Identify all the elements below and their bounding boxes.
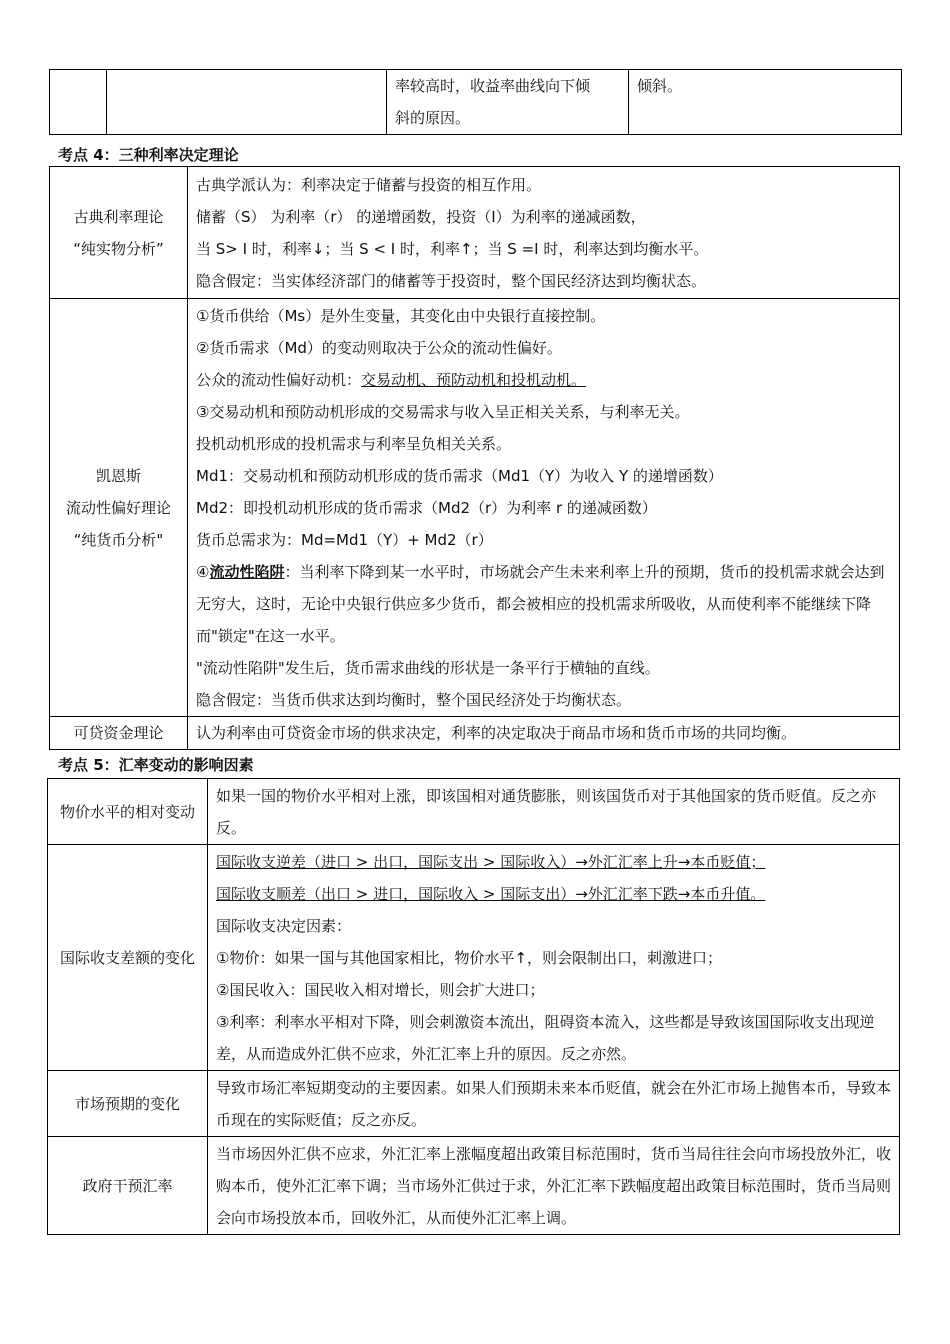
table-row	[50, 717, 900, 750]
row-label-price-level: 物价水平的相对变动	[48, 779, 208, 845]
table-row	[48, 779, 900, 845]
table-row	[48, 1071, 900, 1137]
row-label-loanable-funds: 可贷资金理论	[50, 717, 188, 750]
row-label-keynes: 凯恩斯 流动性偏好理论 “纯货币分析"	[50, 299, 188, 717]
row-label-classical: 古典利率理论 “纯实物分析”	[50, 167, 188, 299]
top-cell-4: 倾斜。	[629, 70, 902, 135]
row-content-government-intervention: 当市场因外汇供不应求，外汇汇率上涨幅度超出政策目标范围时，货币当局往往会向市场投放外汇，收购本币，使外汇汇率下调；当市场外汇供过于求，外汇汇率下跌幅度超出政策目标范围时，货币当局则会向市场投放本币，回收外汇，从而使外汇汇率上调。	[208, 1137, 900, 1235]
row-content-keynes: ①货币供给（Ms）是外生变量，其变化由中央银行直接控制。 ②货币需求（Md）的变动则取决于公众的流动性偏好。 公众的流动性偏好动机：交易动机、预防动机和投机动机。 ③交易动机和预防动机形成的交易需求与收入呈正相关关系，与利率无关。 投机动机形成的投机需求与利率呈负相关关系。 Md1：交易动机和预防动机形成的货币需求（Md1（Y）为收入 Y 的递增函数） Md2：即投机动机形成的货币需求（Md2（r）为利率 r 的递减函数） 货币总需求为：Md=Md1（Y）+ Md2（r） ④流动性陷阱：当利率下降到某一水平时，市场就会产生未来利率上升的预期，货币的投机需求就会达到无穷大，这时，无论中央银行供应多少货币，都会被相应的投机需求所吸收，从而使利率不能继续下降而"锁定"在这一水平。 "流动性陷阱"发生后，货币需求曲线的形状是一条平行于横轴的直线。 隐含假定：当货币供求达到均衡时，整个国民经济处于均衡状态。	[188, 299, 900, 717]
table-row	[48, 845, 900, 1071]
table-row	[50, 299, 900, 717]
interest-theory-table	[49, 166, 900, 750]
row-content-market-expectation: 导致市场汇率短期变动的主要因素。如果人们预期未来本币贬值，就会在外汇市场上抛售本币，导致本币现在的实际贬值；反之亦反。	[208, 1071, 900, 1137]
top-cell-2	[107, 70, 387, 135]
table-row	[48, 1137, 900, 1235]
liquidity-trap-paragraph: ④流动性陷阱：当利率下降到某一水平时，市场就会产生未来利率上升的预期，货币的投机需求就会达到无穷大，这时，无论中央银行供应多少货币，都会被相应的投机需求所吸收，从而使利率不能继续下降而"锁定"在这一水平。	[196, 562, 885, 645]
top-cell-3	[387, 70, 629, 135]
top-cell-3-line: 率较高时，收益率曲线向下倾	[395, 77, 591, 95]
section-4-heading: 考点 4：三种利率决定理论	[58, 146, 239, 164]
top-cell-1	[50, 70, 107, 135]
row-content-price-level: 如果一国的物价水平相对上涨，即该国相对通货膨胀，则该国货币对于其他国家的货币贬值。反之亦反。	[208, 779, 900, 845]
top-cell-3-line: 斜的原因。	[395, 109, 471, 127]
motives-underlined: 交易动机、预防动机和投机动机。	[361, 370, 587, 389]
row-content-loanable-funds: 认为利率由可贷资金市场的供求决定，利率的决定取决于商品市场和货币市场的共同均衡。	[188, 717, 900, 750]
liquidity-trap-term: 流动性陷阱	[209, 562, 285, 581]
row-content-balance-of-payments: 国际收支逆差（进口 > 出口，国际支出 > 国际收入）→外汇汇率上升→本币贬值； 国际收支顺差（出口 > 进口，国际收入 > 国际支出）→外汇汇率下跌→本币升值。 国际收支决定因素： ①物价：如果一国与其他国家相比，物价水平↑，则会限制出口，刺激进口； ②国民收入：国民收入相对增长，则会扩大进口； ③利率：利率水平相对下降，则会刺激资本流出，阻碍资本流入，这些都是导致该国国际收支出现逆差，从而造成外汇供不应求，外汇汇率上升的原因。反之亦然。	[208, 845, 900, 1071]
row-label-government-intervention: 政府干预汇率	[48, 1137, 208, 1235]
table-row	[50, 167, 900, 299]
top-table	[49, 69, 902, 135]
row-label-balance-of-payments: 国际收支差额的变化	[48, 845, 208, 1071]
row-label-market-expectation: 市场预期的变化	[48, 1071, 208, 1137]
row-content-classical: 古典学派认为：利率决定于储蓄与投资的相互作用。 储蓄（S） 为利率（r） 的递增函数，投资（I）为利率的递减函数， 当 S> I 时，利率↓；当 S < I 时，利率↑；当 S =I 时，利率达到均衡水平。 隐含假定：当实体经济部门的储蓄等于投资时，整个国民经济达到均衡状态。	[188, 167, 900, 299]
section-5-heading: 考点 5：汇率变动的影响因素	[58, 756, 254, 774]
exchange-rate-table	[47, 778, 900, 1235]
